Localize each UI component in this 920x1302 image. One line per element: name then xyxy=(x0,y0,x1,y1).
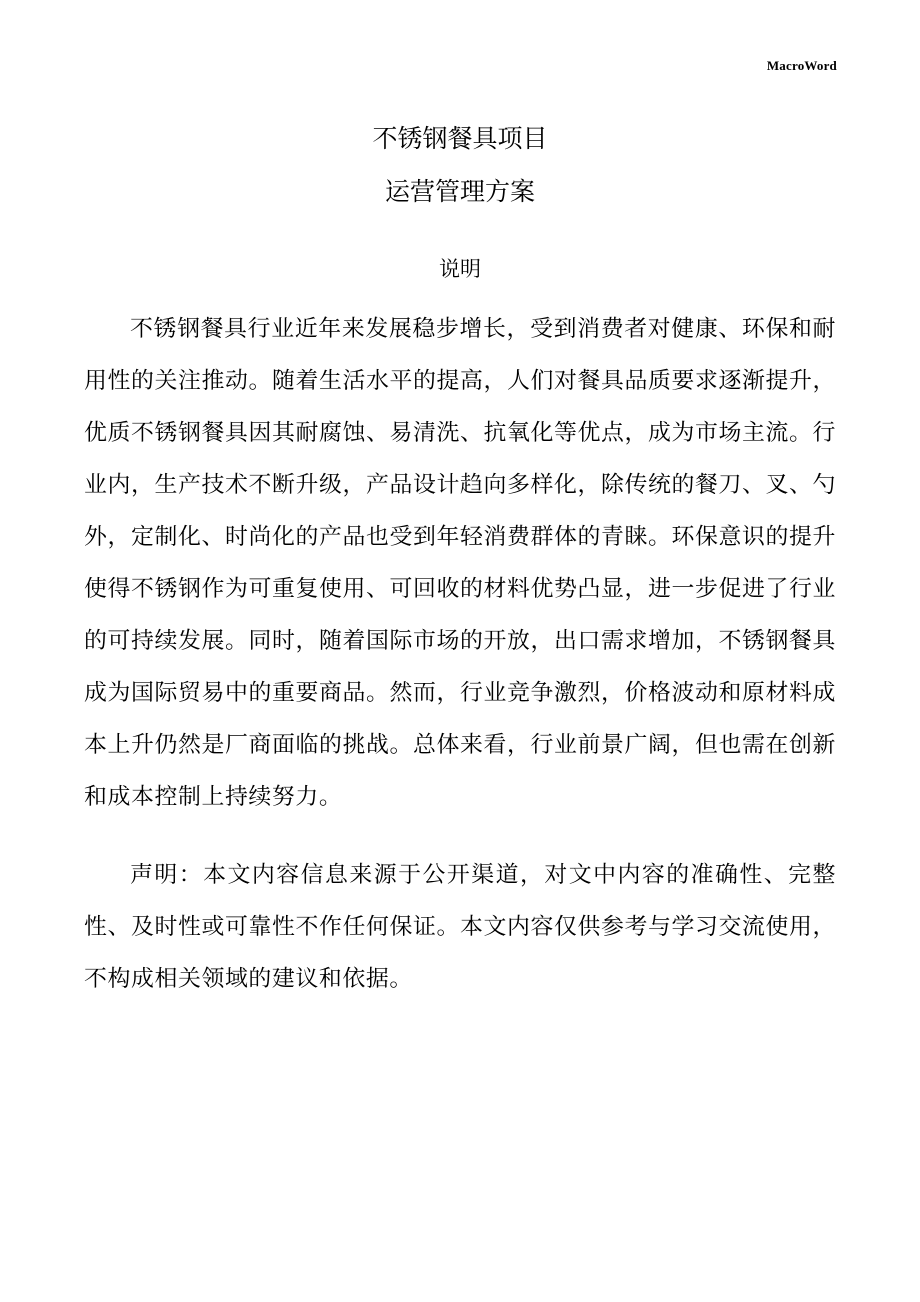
document-title-line-2: 运营管理方案 xyxy=(384,177,535,206)
body-paragraph-description: 不锈钢餐具行业近年来发展稳步增长，受到消费者对健康、环保和耐用性的关注推动。随着生活水平的提高，人们对餐具品质要求逐渐提升，优质不锈钢餐具因其耐腐蚀、易清洗、抗氧化等优点，成为市场主流。行业内，生产技术不断升级，产品设计趋向多样化，除传统的餐刀、叉、勺外，定制化、时尚化的产品也受到年轻消费群体的青睐。环保意识的提升使得不锈钢作为可重复使用、可回收的材料优势凸显，进一步促进了行业的可持续发展。同时，随着国际市场的开放，出口需求增加，不锈钢餐具成为国际贸易中的重要商品。然而，行业竞争激烈，价格波动和原材料成本上升仍然是厂商面临的挑战。总体来看，行业前景广阔，但也需在创新和成本控制上持续努力。 xyxy=(84,316,836,810)
document-title-line-1: 不锈钢餐具项目 xyxy=(372,124,548,153)
section-heading: 说明 xyxy=(439,257,481,281)
body-paragraph-disclaimer: 声明：本文内容信息来源于公开渠道，对文中内容的准确性、完整性、及时性或可靠性不作任何保证。本文内容仅供参考与学习交流使用，不构成相关领域的建议和依据。 xyxy=(84,862,836,992)
header-brand: MacroWord xyxy=(766,58,837,73)
